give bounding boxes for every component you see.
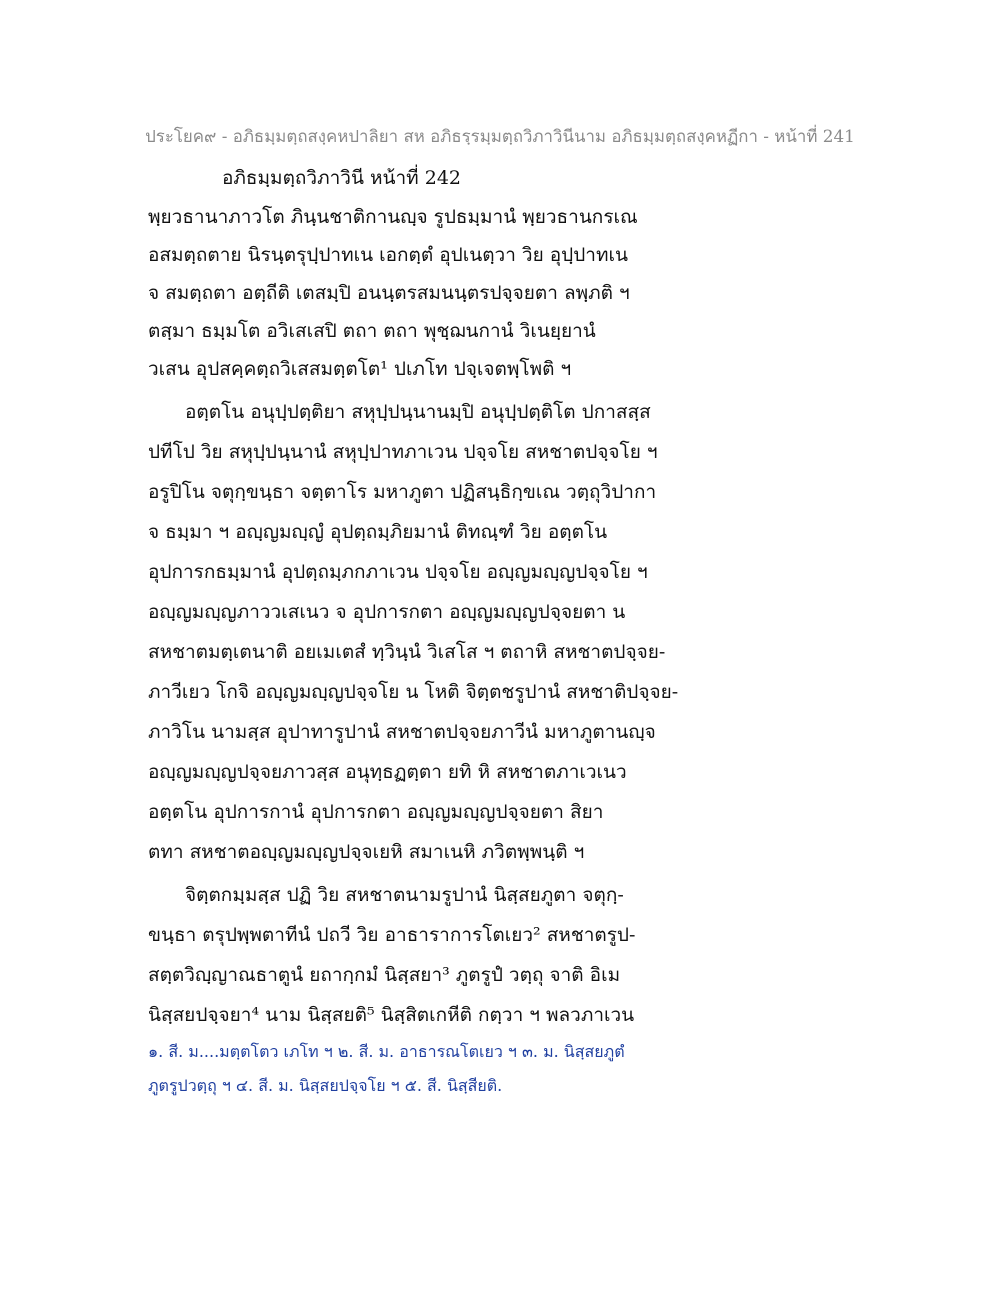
body-line: จิตฺตกมฺมสฺส ปฏิ วิย สหชาตนามรูปานํ นิสฺสยภูตา จตุกฺ- [185,884,624,906]
body-line: จ สมตฺถตา อตฺถีติ เตสมฺปิ อนนฺตรสมนนฺตรปจฺจยตา ลพฺภติ ฯ [148,282,630,304]
body-line: จ ธมฺมา ฯ อญฺญมญฺญํ อุปตฺถมฺภิยมานํ ติทณฺฑํ วิย อตฺตโน [148,521,608,543]
body-line: อตฺตโน อนุปฺปตฺติยา สหุปฺปนฺนานมฺปิ อนุปฺปตฺติโต ปกาสสฺส [185,401,651,423]
body-line: ขนฺธา ตรุปพฺพตาทีนํ ปถวี วิย อาธาราการโตเยว² สหชาตรูป- [148,924,636,946]
body-line: สตฺตวิญฺญาณธาตูนํ ยถากฺกมํ นิสฺสยา³ ภูตรูปํ วตฺถุ จาติ อิเม [148,964,621,986]
body-line: อตฺตโน อุปการกานํ อุปการกตา อญฺญมญฺญปจฺจยตา สิยา [148,801,604,823]
footnote-line: ๑. สี. ม....มตฺตโตว เภโท ฯ ๒. สี. ม. อาธารณโตเยว ฯ ๓. ม. นิสฺสยภูตํ [148,1042,625,1061]
body-line: พฺยวธานาภาวโต ภินฺนชาติกานญฺจ รูปธมฺมานํ พฺยวธานกรเณ [148,206,638,228]
body-line: อสมตฺถตาย นิรนฺตรุปฺปาทเน เอกตฺตํ อุปเนตฺวา วิย อุปฺปาทเน [148,244,628,266]
body-line: ภาวีเยว โกจิ อญฺญมญฺญปจฺจโย น โหติ จิตฺตชรูปานํ สหชาติปจฺจย- [148,681,679,703]
body-line: วเสน อุปสคฺคตฺถวิเสสมตฺตโต¹ ปเภโท ปจฺเจตพฺโพติ ฯ [148,358,572,380]
body-line: ตทา สหชาตอญฺญมญฺญปจฺจเยหิ สมาเนหิ ภวิตพฺพนฺติ ฯ [148,841,585,863]
footnote-line: ภูตรูปวตฺถุ ฯ ๔. สี. ม. นิสฺสยปจฺจโย ฯ ๕. สี. นิสฺสียติ. [148,1076,503,1095]
body-line: ปทีโป วิย สหุปฺปนฺนานํ สหุปฺปาทภาเวน ปจฺจโย สหชาตปจฺจโย ฯ [148,441,658,463]
body-line: อญฺญมญฺญภาววเสเนว จ อุปการกตา อญฺญมญฺญปจฺจยตา น [148,601,626,623]
body-line: ตสฺมา ธมฺมโต อวิเสเสปิ ตถา ตถา พุชฺฌนกานํ วิเนยฺยานํ [148,320,596,342]
body-line: นิสฺสยปจฺจยา⁴ นาม นิสฺสยติ⁵ นิสฺสิตเกหีติ กตฺวา ฯ พลวภาเวน [148,1004,635,1026]
page-header: ประโยค๙ - อภิธมฺมตฺถสงฺคหปาลิยา สห อภิธรฺรมฺมตฺถวิภาวินีนาม อภิธมฺมตฺถสงฺคหฏีกา - หน้าที่ 241 [145,126,855,146]
page-title: อภิธมฺมตฺถวิภาวินี หน้าที่ 242 [222,167,461,189]
body-line: สหชาตมตฺเตนาติ อยเมเตสํ ทฺวินฺนํ วิเสโส ฯ ตถาหิ สหชาตปจฺจย- [148,641,666,663]
body-line: อุปการกธมฺมานํ อุปตฺถมฺภกภาเวน ปจฺจโย อญฺญมญฺญปจฺจโย ฯ [148,561,648,583]
body-line: อรูปิโน จตุกฺขนฺธา จตฺตาโร มหาภูตา ปฏิสนฺธิกฺขเณ วตฺถุวิปากา [148,481,657,503]
body-line: อญฺญมญฺญปจฺจยภาวสฺส อนุทฺธฏตฺตา ยทิ หิ สหชาตภาเวเนว [148,761,627,783]
body-line: ภาวิโน นามสฺส อุปาทารูปานํ สหชาตปจฺจยภาวีนํ มหาภูตานญฺจ [148,721,656,743]
